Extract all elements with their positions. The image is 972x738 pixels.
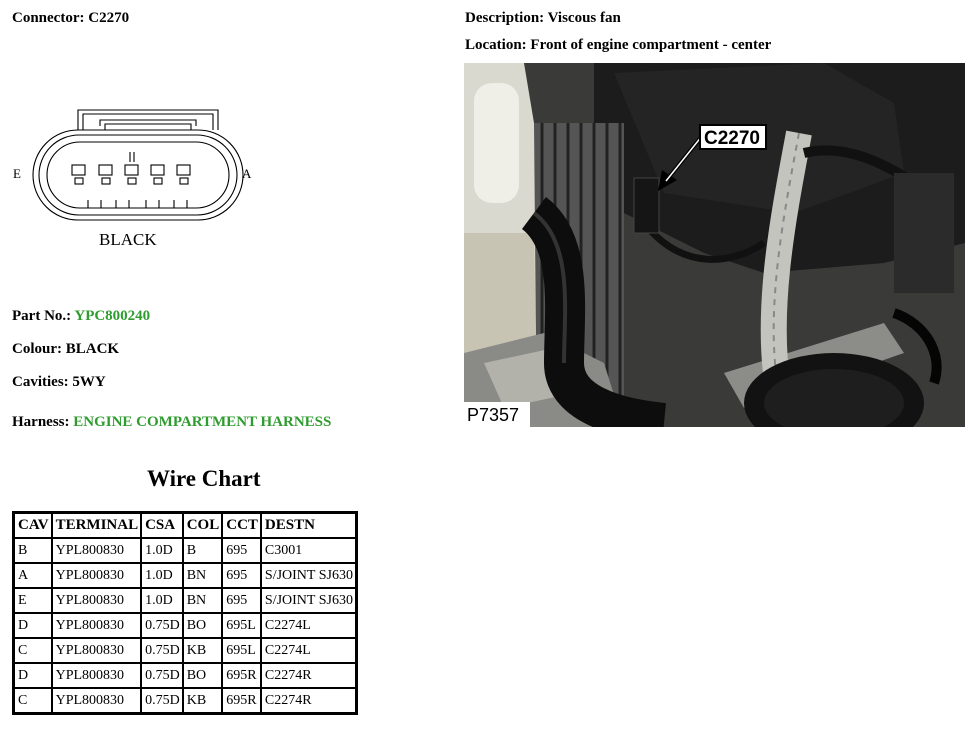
cavity-group xyxy=(72,152,190,184)
cell-terminal: YPL800830 xyxy=(52,613,142,638)
cell-cct: 695R xyxy=(222,663,261,688)
cell-cav: D xyxy=(14,663,52,688)
engine-bay-photo xyxy=(464,63,965,427)
harness-value: ENGINE COMPARTMENT HARNESS xyxy=(73,414,332,430)
table-header-row xyxy=(14,513,357,539)
column-header-csa: CSA xyxy=(141,513,183,539)
colour xyxy=(12,341,119,358)
cavities-value: 5WY xyxy=(72,374,106,390)
part-number xyxy=(12,308,150,325)
cell-destn: C3001 xyxy=(261,538,357,563)
table-row xyxy=(14,613,357,638)
colour-value: BLACK xyxy=(65,341,120,357)
pin-label-a: A xyxy=(242,166,252,181)
cell-cct: 695 xyxy=(222,588,261,613)
column-header-cct: CCT xyxy=(222,513,261,539)
photo-ref: P7357 xyxy=(467,405,520,425)
cell-cav: A xyxy=(14,563,52,588)
cell-cct: 695 xyxy=(222,563,261,588)
connector-face-diagram xyxy=(10,100,260,255)
cell-terminal: YPL800830 xyxy=(52,588,142,613)
pin-label-e: E xyxy=(13,166,21,181)
cell-cct: 695L xyxy=(222,613,261,638)
cell-destn: S/JOINT SJ630 xyxy=(261,588,357,613)
column-header-terminal: TERMINAL xyxy=(52,513,142,539)
connector-label: Connector: xyxy=(12,10,85,26)
table-row xyxy=(14,538,357,563)
connector-color-label: BLACK xyxy=(99,230,157,249)
cell-destn: C2274L xyxy=(261,638,357,663)
wire-chart-title: Wire Chart xyxy=(147,466,261,491)
cell-cav: D xyxy=(14,613,52,638)
cell-col: BN xyxy=(183,588,223,613)
column-header-col: COL xyxy=(183,513,223,539)
cell-destn: C2274R xyxy=(261,663,357,688)
colour-label: Colour: xyxy=(12,341,62,357)
table-row xyxy=(14,588,357,613)
harness xyxy=(12,414,331,431)
description-label: Description: xyxy=(465,10,545,26)
cell-col: KB xyxy=(183,638,223,663)
cell-terminal: YPL800830 xyxy=(52,688,142,714)
description-value: Viscous fan xyxy=(547,10,621,26)
cell-csa: 0.75D xyxy=(141,638,183,663)
cell-csa: 1.0D xyxy=(141,588,183,613)
connector-id xyxy=(12,10,129,27)
cell-terminal: YPL800830 xyxy=(52,538,142,563)
cell-destn: C2274L xyxy=(261,613,357,638)
cell-cct: 695L xyxy=(222,638,261,663)
cell-col: BO xyxy=(183,663,223,688)
cell-cav: C xyxy=(14,688,52,714)
part-number-label: Part No.: xyxy=(12,308,72,324)
wire-chart-table xyxy=(12,511,358,715)
cell-csa: 1.0D xyxy=(141,538,183,563)
cell-terminal: YPL800830 xyxy=(52,638,142,663)
cell-cct: 695R xyxy=(222,688,261,714)
cell-terminal: YPL800830 xyxy=(52,563,142,588)
location xyxy=(465,37,771,54)
table-row xyxy=(14,563,357,588)
cavities-label: Cavities: xyxy=(12,374,69,390)
cell-col: BO xyxy=(183,613,223,638)
cavities xyxy=(12,374,106,391)
cell-csa: 0.75D xyxy=(141,663,183,688)
cell-destn: S/JOINT SJ630 xyxy=(261,563,357,588)
location-label: Location: xyxy=(465,37,527,53)
cell-destn: C2274R xyxy=(261,688,357,714)
cell-csa: 0.75D xyxy=(141,688,183,714)
cell-cct: 695 xyxy=(222,538,261,563)
harness-label: Harness: xyxy=(12,414,70,430)
part-number-value: YPC800240 xyxy=(74,308,151,324)
cell-col: BN xyxy=(183,563,223,588)
cell-col: B xyxy=(183,538,223,563)
cell-col: KB xyxy=(183,688,223,714)
location-value: Front of engine compartment - center xyxy=(530,37,772,53)
photo-callout: C2270 xyxy=(704,128,760,149)
column-header-cav: CAV xyxy=(14,513,52,539)
cell-cav: E xyxy=(14,588,52,613)
cell-cav: B xyxy=(14,538,52,563)
description xyxy=(465,10,621,27)
table-row xyxy=(14,688,357,714)
table-row xyxy=(14,638,357,663)
connector-value: C2270 xyxy=(88,10,130,26)
cell-csa: 0.75D xyxy=(141,613,183,638)
table-row xyxy=(14,663,357,688)
cell-csa: 1.0D xyxy=(141,563,183,588)
cell-cav: C xyxy=(14,638,52,663)
cell-terminal: YPL800830 xyxy=(52,663,142,688)
column-header-destn: DESTN xyxy=(261,513,357,539)
